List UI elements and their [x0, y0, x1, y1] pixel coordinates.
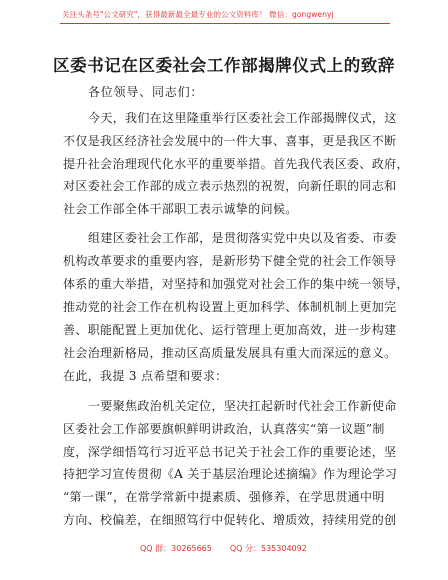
- body-line: 在此，我提 3 点希望和要求：: [63, 369, 228, 383]
- footer-contact: [140, 543, 340, 554]
- body-line: 方向、校偏差，在细照笃行中促转化、增质效，持续用党的创: [63, 513, 397, 527]
- salutation: 各位领导、同志们：: [88, 85, 204, 99]
- body-line: 善、职能配置上更加优化、运行管理上更加高效，进一步构建: [63, 323, 397, 337]
- body-line: 对区委社会工作部的成立表示热烈的祝贺，向新任职的同志和: [63, 179, 397, 193]
- body-line: 社会治理新格局，推动区高质量发展具有重大而深远的意义。: [63, 346, 397, 360]
- footer-qq-group: QQ 群：30265665: [140, 544, 212, 553]
- body-line: 持把学习宣传贯彻《A 关于基层治理论述摘编》作为理论学习: [63, 467, 398, 481]
- body-line: “第一课”，在常学常新中提素质、强修养，在学思贯通中明: [63, 490, 385, 504]
- body-line: 机构改革要求的重要内容，是新形势下健全党的社会工作领导: [63, 254, 397, 268]
- body-line: 推动党的社会工作在机构设置上更加科学、体制机制上更加完: [63, 300, 397, 314]
- document-title: 区委书记在区委社会工作部揭牌仪式上的致辞: [53, 56, 395, 75]
- body-line: 组建区委社会工作部，是贯彻落实党中央以及省委、市委: [88, 231, 397, 245]
- body-line: 不仅是我区经济社会发展中的一件大事、喜事，更是我区不断: [63, 134, 397, 148]
- body-line: 提升社会治理现代化水平的重要举措。首先我代表区委、政府，: [63, 157, 409, 171]
- header-banner: 关注头条号"公文研究"，获得最新最全最专业的公文资料库！ 微信：gongwenyj: [62, 10, 334, 19]
- body-line: 度，深学细悟笃行习近平总书记关于社会工作的重要论述，坚: [63, 445, 397, 459]
- body-line: 今天，我们在这里隆重举行区委社会工作部揭牌仪式，这: [88, 111, 397, 125]
- body-line: 社会工作部全体干部职工表示诚挚的问候。: [63, 202, 298, 216]
- header-rule: [60, 23, 390, 24]
- body-line: 一要聚焦政治机关定位，坚决扛起新时代社会工作新使命: [88, 399, 397, 413]
- footer-qq-number: QQ 分：535304092: [229, 544, 307, 553]
- body-line: 区委社会工作部要旗帜鲜明讲政治，认真落实“第一议题”制: [63, 422, 385, 436]
- body-line: 体系的重大举措，对坚持和加强党对社会工作的集中统一领导，: [63, 277, 409, 291]
